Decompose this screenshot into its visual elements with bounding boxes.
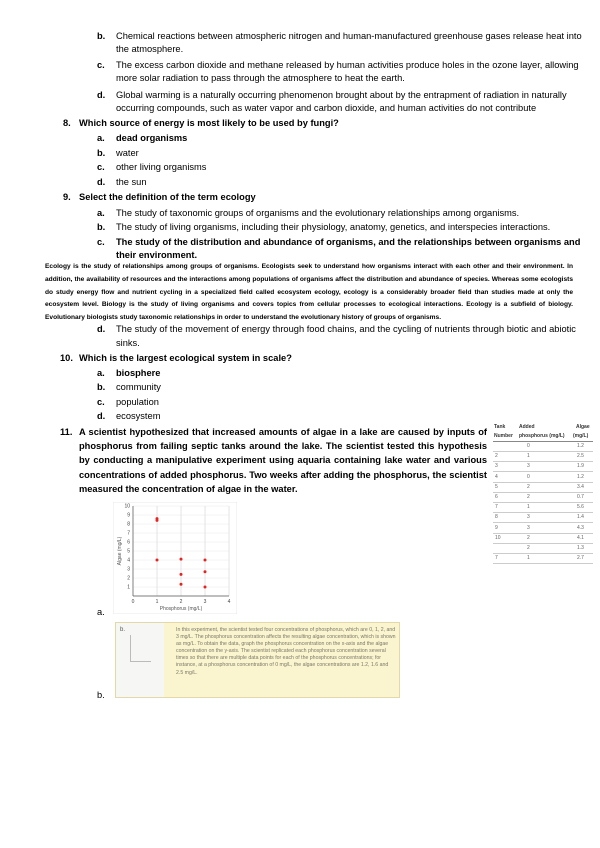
q8-option-a-label: a. [97, 133, 105, 143]
q10-option-a-text: biosphere [116, 368, 161, 378]
table-header-tank: Tank [494, 424, 506, 430]
table-cell: 2 [527, 483, 530, 490]
table-row [493, 474, 593, 481]
table-cell: 9 [495, 524, 498, 531]
table-row [493, 504, 593, 511]
table-cell: 2 [527, 534, 530, 541]
table-cell: 1.3 [577, 545, 584, 551]
q9-option-d-line2: sinks. [116, 338, 140, 348]
q9-option-c-label: c. [97, 237, 105, 247]
table-cell: 2.5 [577, 453, 584, 460]
chart-frame [113, 502, 237, 614]
table-row [493, 514, 593, 521]
table-cell: 5 [495, 483, 498, 490]
q11-option-a-label: a. [97, 607, 105, 617]
q10-option-c-text: population [116, 397, 159, 407]
table-row-divider [493, 543, 593, 544]
table-cell: 7 [495, 555, 498, 562]
q10-option-c-label: c. [97, 397, 105, 407]
q7-option-b-line2: the atmosphere. [116, 44, 184, 54]
q9-number: 9. [63, 192, 71, 202]
q10-option-b-label: b. [97, 382, 106, 392]
q11-number: 11. [60, 427, 73, 437]
y-tick-label: 2 [127, 575, 130, 582]
q9-explanation: Ecology is the study of relationships among groups of organisms. Ecologists seek to understand how organisms interact with each other and their environment. In addition, the availability of resources and the interactions among populations of organisms affect the distribution and abundance of species. Whereas some ecologists do study energy flow and nutrient cycling in a specialized field called ecosystem ecology, ecology is a considerably broader field than studies made at only the ecosystem level. Biology is the study of living organisms and covers topics from cellular processes to ecological interactions. Ecology is a subfield of biology. Evolutionary biologists study taxonomic relationships in order to understand the evolutionary history of groups of organisms. [45, 263, 573, 322]
y-tick-label: 9 [127, 512, 130, 519]
y-tick-label: 1 [127, 584, 130, 591]
table-header-added: Added [519, 424, 535, 430]
q10-option-d-text: ecosystem [116, 411, 161, 421]
q8-question: Which source of energy is most likely to be used by fungi? [79, 118, 339, 128]
q9-question: Select the definition of the term ecology [79, 192, 256, 202]
q10-number: 10. [60, 353, 73, 363]
x-tick-label: 2 [179, 599, 183, 605]
table-cell: 10 [495, 534, 501, 541]
x-tick-label: 4 [227, 599, 231, 605]
q7-option-d-label: d. [97, 90, 106, 100]
table-cell: 8 [495, 514, 498, 521]
q7-option-d-line2: occurring compounds, such as water vapor and carbon dioxide, and human activities do not contribute [116, 103, 537, 113]
table-row-divider [493, 533, 593, 534]
table-cell: 0 [527, 443, 530, 449]
table-cell: 1.9 [577, 463, 584, 470]
table-cell: 2 [495, 453, 498, 460]
table-cell: 1 [527, 453, 530, 460]
q8-number: 8. [63, 118, 71, 128]
scatter-chart [113, 502, 237, 614]
q7-option-c-label: c. [97, 60, 105, 70]
table-cell: 3.4 [577, 483, 584, 490]
y-tick-label: 6 [127, 539, 130, 546]
q9-option-d-label: d. [97, 324, 106, 334]
table-cell: 4.3 [577, 524, 584, 531]
table-row [493, 453, 593, 460]
table-cell: 1 [527, 555, 530, 562]
q8-option-b-text: water [116, 148, 139, 158]
table-row-divider [493, 512, 593, 513]
table-cell: 2 [527, 494, 530, 500]
q7-option-c-line1: The excess carbon dioxide and methane released by human activities produce holes in the ozone layer, allowing [116, 60, 579, 70]
table-row [493, 484, 593, 491]
table-row [493, 443, 593, 450]
x-axis-label: Phosphorus (mg/L) [159, 606, 203, 612]
y-tick-label: 7 [127, 530, 130, 537]
data-point [180, 583, 183, 586]
data-point [204, 559, 207, 562]
x-tick-label: 3 [203, 599, 207, 605]
table-row-divider [493, 502, 593, 503]
y-tick-label: 8 [127, 521, 130, 528]
table-header-algae-unit: (mg/L) [573, 433, 589, 439]
table-cell: 5.6 [577, 504, 584, 511]
table-row [493, 535, 593, 542]
q9-option-d-line1: The study of the movement of energy through food chains, and the cycling of nutrients through biotic and abiotic [116, 324, 576, 334]
table-row-divider [493, 482, 593, 483]
data-point [180, 558, 183, 561]
screenshot-label: b. [120, 627, 126, 633]
data-point [156, 519, 159, 522]
q7-option-c-line2: more solar radiation to pass through the atmosphere to heat the earth. [116, 73, 405, 83]
q10-option-b-text: community [116, 382, 161, 392]
table-cell: 2 [527, 545, 530, 551]
data-point [204, 570, 207, 573]
q9-option-a-text: The study of taxonomic groups of organisms and the evolutionary relationships among organisms. [116, 208, 520, 218]
table-row-divider [493, 451, 593, 452]
table-row-divider [493, 522, 593, 523]
q11-question: A scientist hypothesized that increased amounts of algae in a lake are caused by inputs of phosphorus from failing septic tanks around the lake. The scientist tested this hypothesis by conducting a manipulative experiment using aquaria containing lake water and various concentrations of added phosphorus. Two weeks after adding the phosphorus, the scientist measured the concentration of algae in the water. [79, 427, 487, 494]
table-row [493, 555, 593, 562]
data-point [156, 559, 159, 562]
table-cell: 7 [495, 504, 498, 511]
q7-option-b-line1: Chemical reactions between atmospheric nitrogen and human-manufactured greenhouse gases release heat into [116, 31, 582, 41]
q8-option-c-text: other living organisms [116, 162, 207, 172]
table-row [493, 494, 593, 501]
y-tick-label: 10 [124, 503, 130, 510]
mini-graph-icon [130, 635, 151, 662]
table-header-phosphorus: phosphorus (mg/L) [519, 433, 565, 439]
q8-option-c-label: c. [97, 162, 105, 172]
q9-option-b-text: The study of living organisms, including their physiology, anatomy, genetics, and interspecies interactions. [116, 222, 551, 232]
q10-option-a-label: a. [97, 368, 105, 378]
table-row [493, 463, 593, 470]
q9-option-c-line1: The study of the distribution and abundance of organisms, and the relationships between organisms and [116, 237, 581, 247]
table-cell: 3 [527, 524, 530, 531]
table-cell: 0 [527, 473, 530, 480]
screenshot-thumbnail-panel [116, 623, 164, 697]
table-cell: 3 [527, 514, 530, 521]
table-row-divider [493, 492, 593, 493]
q11-option-b-label: b. [97, 690, 105, 700]
q8-option-a-text: dead organisms [116, 133, 188, 143]
x-tick-label: 1 [155, 599, 159, 605]
table-cell: 1.2 [577, 473, 584, 480]
table-header-algae: Algae [576, 424, 590, 430]
table-cell: 6 [495, 494, 498, 500]
y-tick-label: 5 [127, 548, 130, 555]
table-cell: 3 [527, 463, 530, 470]
table-cell: 1.4 [577, 514, 584, 521]
answer-screenshot [115, 622, 400, 698]
table-cell: 3 [495, 463, 498, 470]
y-tick-label: 3 [127, 566, 130, 573]
table-row-divider [493, 461, 593, 462]
q7-option-b-label: b. [97, 31, 106, 41]
table-row [493, 545, 593, 552]
y-axis-label: Algae (mg/L) [117, 536, 123, 566]
data-table [493, 424, 593, 564]
q8-option-b-label: b. [97, 148, 106, 158]
data-point [204, 586, 207, 589]
table-divider [493, 441, 593, 442]
table-row [493, 525, 593, 532]
q7-option-d-line1: Global warming is a naturally occurring phenomenon brought about by the entrapment of radiation in naturally [116, 90, 567, 100]
x-tick-label: 0 [131, 599, 135, 605]
q9-option-c-line2: their environment. [116, 250, 198, 260]
table-row-divider [493, 553, 593, 554]
table-cell: 1.2 [577, 443, 584, 449]
table-cell: 4.1 [577, 534, 584, 541]
q10-option-d-label: d. [97, 411, 106, 421]
table-cell: 0.7 [577, 494, 584, 500]
table-row-divider [493, 563, 593, 564]
q9-option-b-label: b. [97, 222, 106, 232]
table-cell: 4 [495, 473, 498, 480]
table-cell: 2.7 [577, 555, 584, 562]
table-header-number: Number [494, 433, 513, 439]
table-row-divider [493, 471, 593, 472]
data-point [180, 573, 183, 576]
q10-question: Which is the largest ecological system in scale? [79, 353, 292, 363]
screenshot-explanation: In this experiment, the scientist tested four concentrations of phosphorus, which are 0, 1, 2, and 3 mg/L. The phosphorus concentration affects the resulting algae concentration, which is shown as mg/L. To obtain the data, graph the phosphorus concentration on the x-axis and the algae concentration on the y-axis. The scientist replicated each phosphorus concentration several times so that there are multiple data points for each of the phosphorus concentrations; for instance, at a phosphorus concentration of 0 mg/L, the algae concentrations are 1.2, 1.6 and 2.5 mg/L. [176, 627, 396, 676]
y-tick-label: 4 [127, 557, 130, 564]
table-cell: 1 [527, 504, 530, 511]
q8-option-d-text: the sun [116, 177, 147, 187]
q8-option-d-label: d. [97, 177, 106, 187]
q9-option-a-label: a. [97, 208, 105, 218]
